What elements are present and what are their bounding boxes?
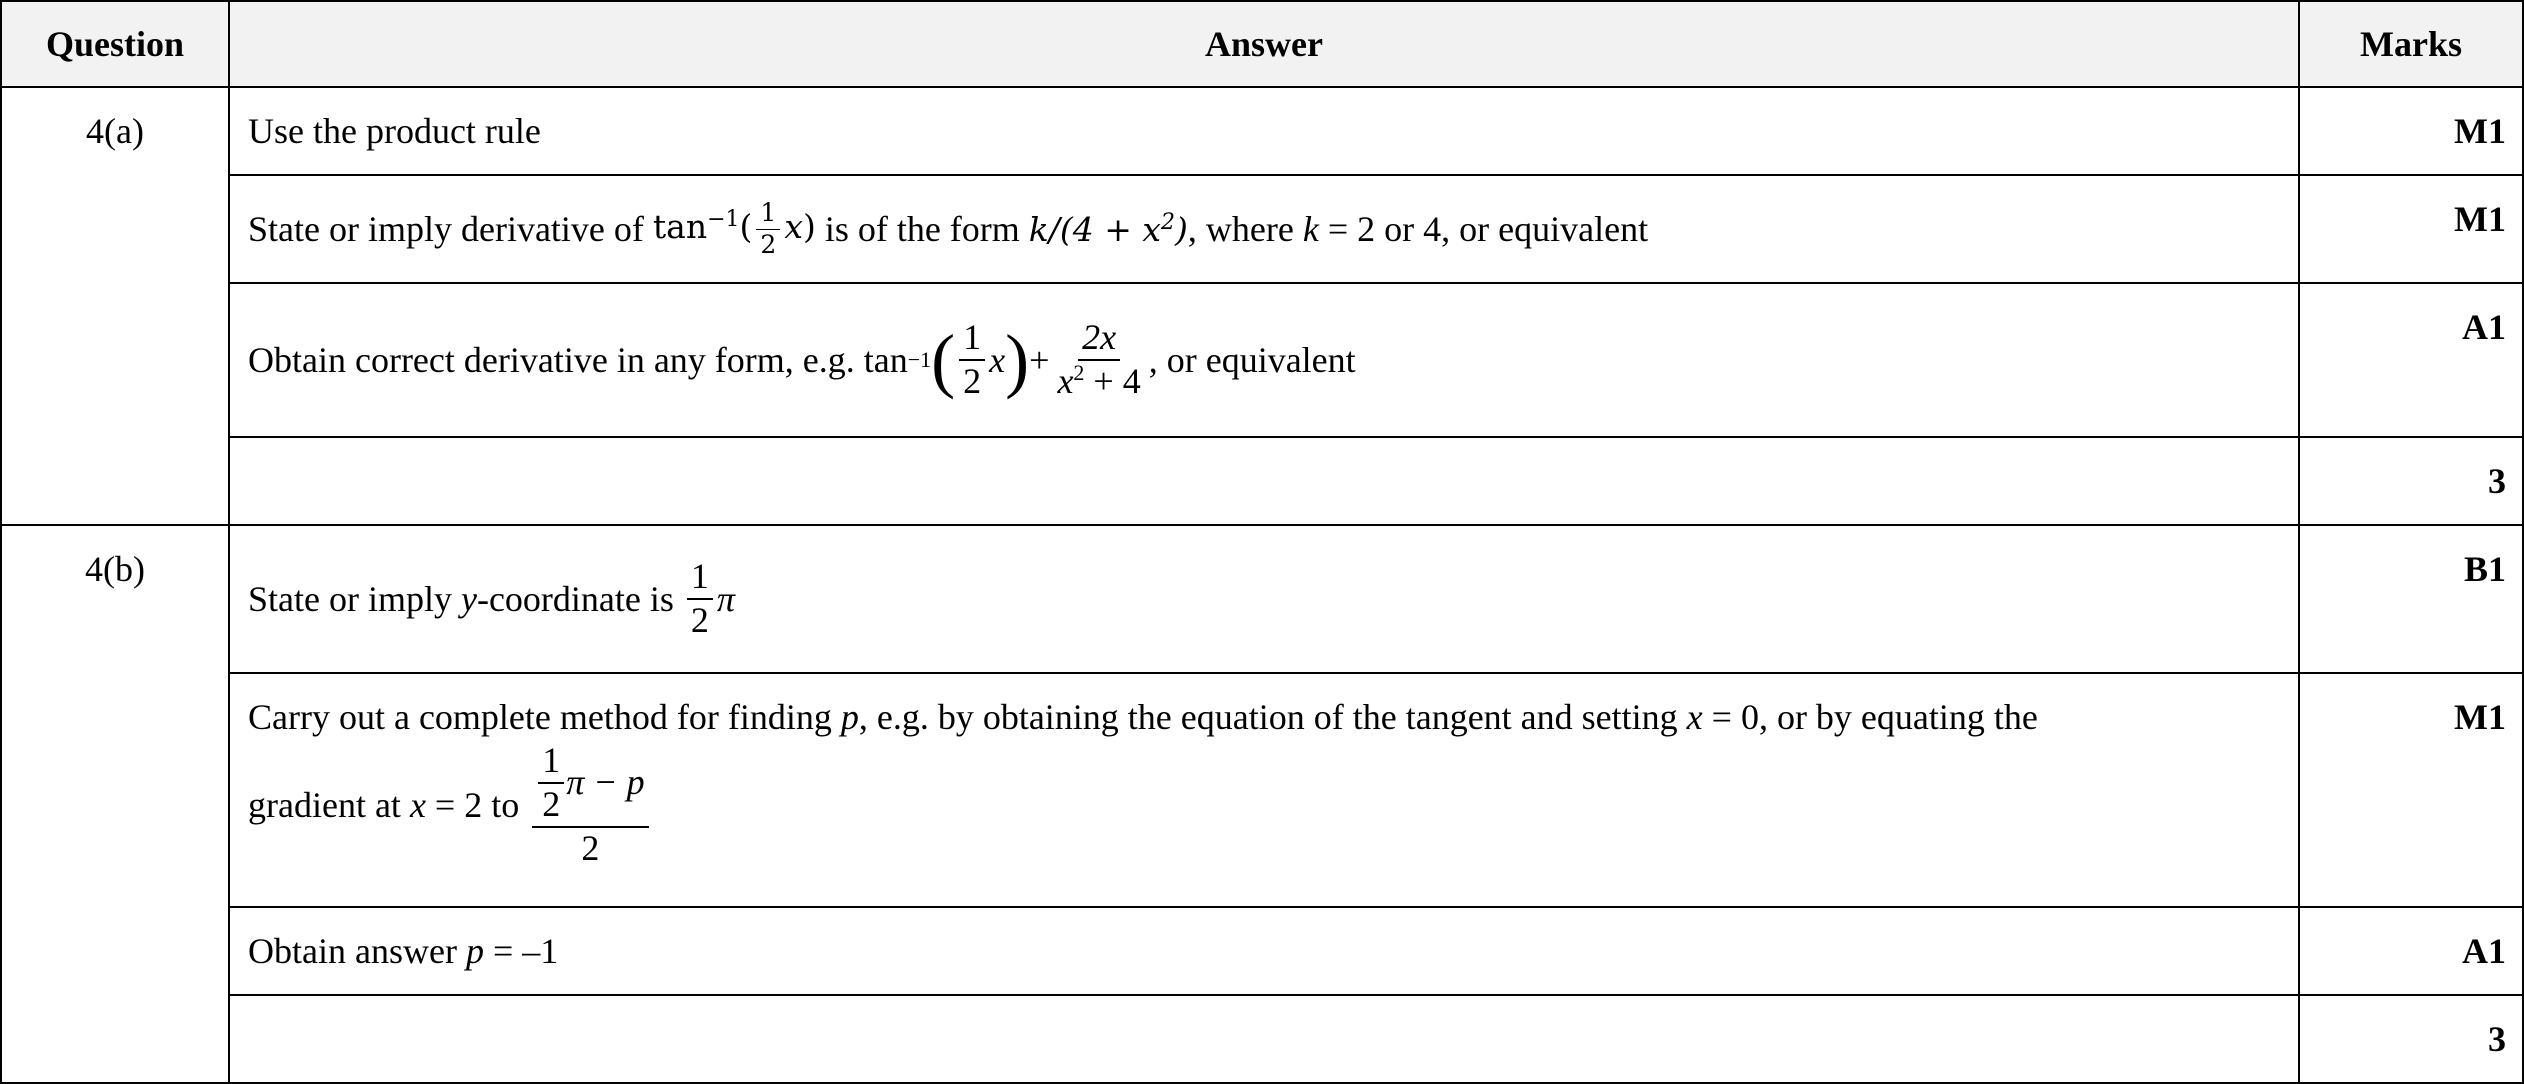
question-label: 4(b) <box>1 525 229 1083</box>
answer-cell: Obtain answer p = –1 <box>229 907 2299 995</box>
total-cell <box>2299 437 2523 525</box>
table-row <box>1 283 2523 437</box>
answer-text: Use the product rule <box>248 111 541 151</box>
fraction-half: $\frac{1}{2}$ <box>687 558 713 640</box>
inverse-exponent: −1 <box>707 207 740 232</box>
fraction-gradient: $\frac{1}{2}$ π − p 2 <box>532 742 648 867</box>
mark: M1 <box>2454 199 2506 239</box>
header-row <box>1 1 2523 87</box>
fraction-half: $\frac{1}{2}$ <box>959 319 985 401</box>
table-row <box>1 673 2523 907</box>
table-row <box>1 87 2523 175</box>
fraction-2x: $\frac{2x}{x^2 + 4}$ <box>1057 317 1141 401</box>
mark-cell <box>2299 175 2523 283</box>
header-question: Question <box>1 1 229 87</box>
table-row <box>1 437 2523 525</box>
answer-cell: State or imply y -coordinate is $\frac{1}{2}$ π <box>229 525 2299 673</box>
total-mark: 3 <box>2488 1019 2506 1059</box>
fraction-half: $\frac{1}{2}$ <box>756 200 780 258</box>
derivative-form: $k/(4 + x^2)$ <box>1028 209 1188 249</box>
answer-cell: State or imply derivative of $\tan^{-1}$( $\frac{1}{2}$ x) is of the form $k/(4 + x^2)$ , where k = 2 or 4, or equivalent <box>229 175 2299 283</box>
mark: M1 <box>2454 697 2506 737</box>
answer-cell-empty <box>229 437 2299 525</box>
mark-cell <box>2299 907 2523 995</box>
table-row <box>1 995 2523 1083</box>
answer-text: Obtain answer <box>248 931 466 971</box>
answer-text: Carry out a complete method for finding <box>248 697 841 737</box>
mark-cell <box>2299 283 2523 437</box>
header-marks: Marks <box>2299 1 2523 87</box>
total-mark: 3 <box>2488 461 2506 501</box>
mark-cell <box>2299 525 2523 673</box>
answer-text: State or imply <box>248 579 461 619</box>
mark: B1 <box>2463 549 2506 589</box>
total-cell <box>2299 995 2523 1083</box>
mark-cell <box>2299 87 2523 175</box>
mark: A1 <box>2462 931 2506 971</box>
answer-cell <box>229 87 2299 175</box>
table-row <box>1 175 2523 283</box>
mark: A1 <box>2462 307 2506 347</box>
mark: M1 <box>2454 111 2506 151</box>
mark-cell <box>2299 673 2523 907</box>
answer-cell-empty <box>229 995 2299 1083</box>
table-row <box>1 525 2523 673</box>
table-row <box>1 907 2523 995</box>
answer-text: State or imply derivative of <box>248 209 644 249</box>
answer-cell: Carry out a complete method for finding p, e.g. by obtaining the equation of the tangent and setting x = 0, or by equating the gradient at x = 2 to $\frac{1}{2}$ π − p 2 <box>229 673 2299 907</box>
answer-cell: Obtain correct derivative in any form, e.g. tan −1 ( $\frac{1}{2}$ x ) + $\frac{2x}{x^2 + 4}$ , or equivalent <box>229 283 2299 437</box>
tan-symbol: tan <box>652 207 708 246</box>
header-answer: Answer <box>229 1 2299 87</box>
question-label: 4(a) <box>1 87 229 525</box>
answer-text: Obtain correct derivative in any form, e.g. <box>248 340 864 380</box>
